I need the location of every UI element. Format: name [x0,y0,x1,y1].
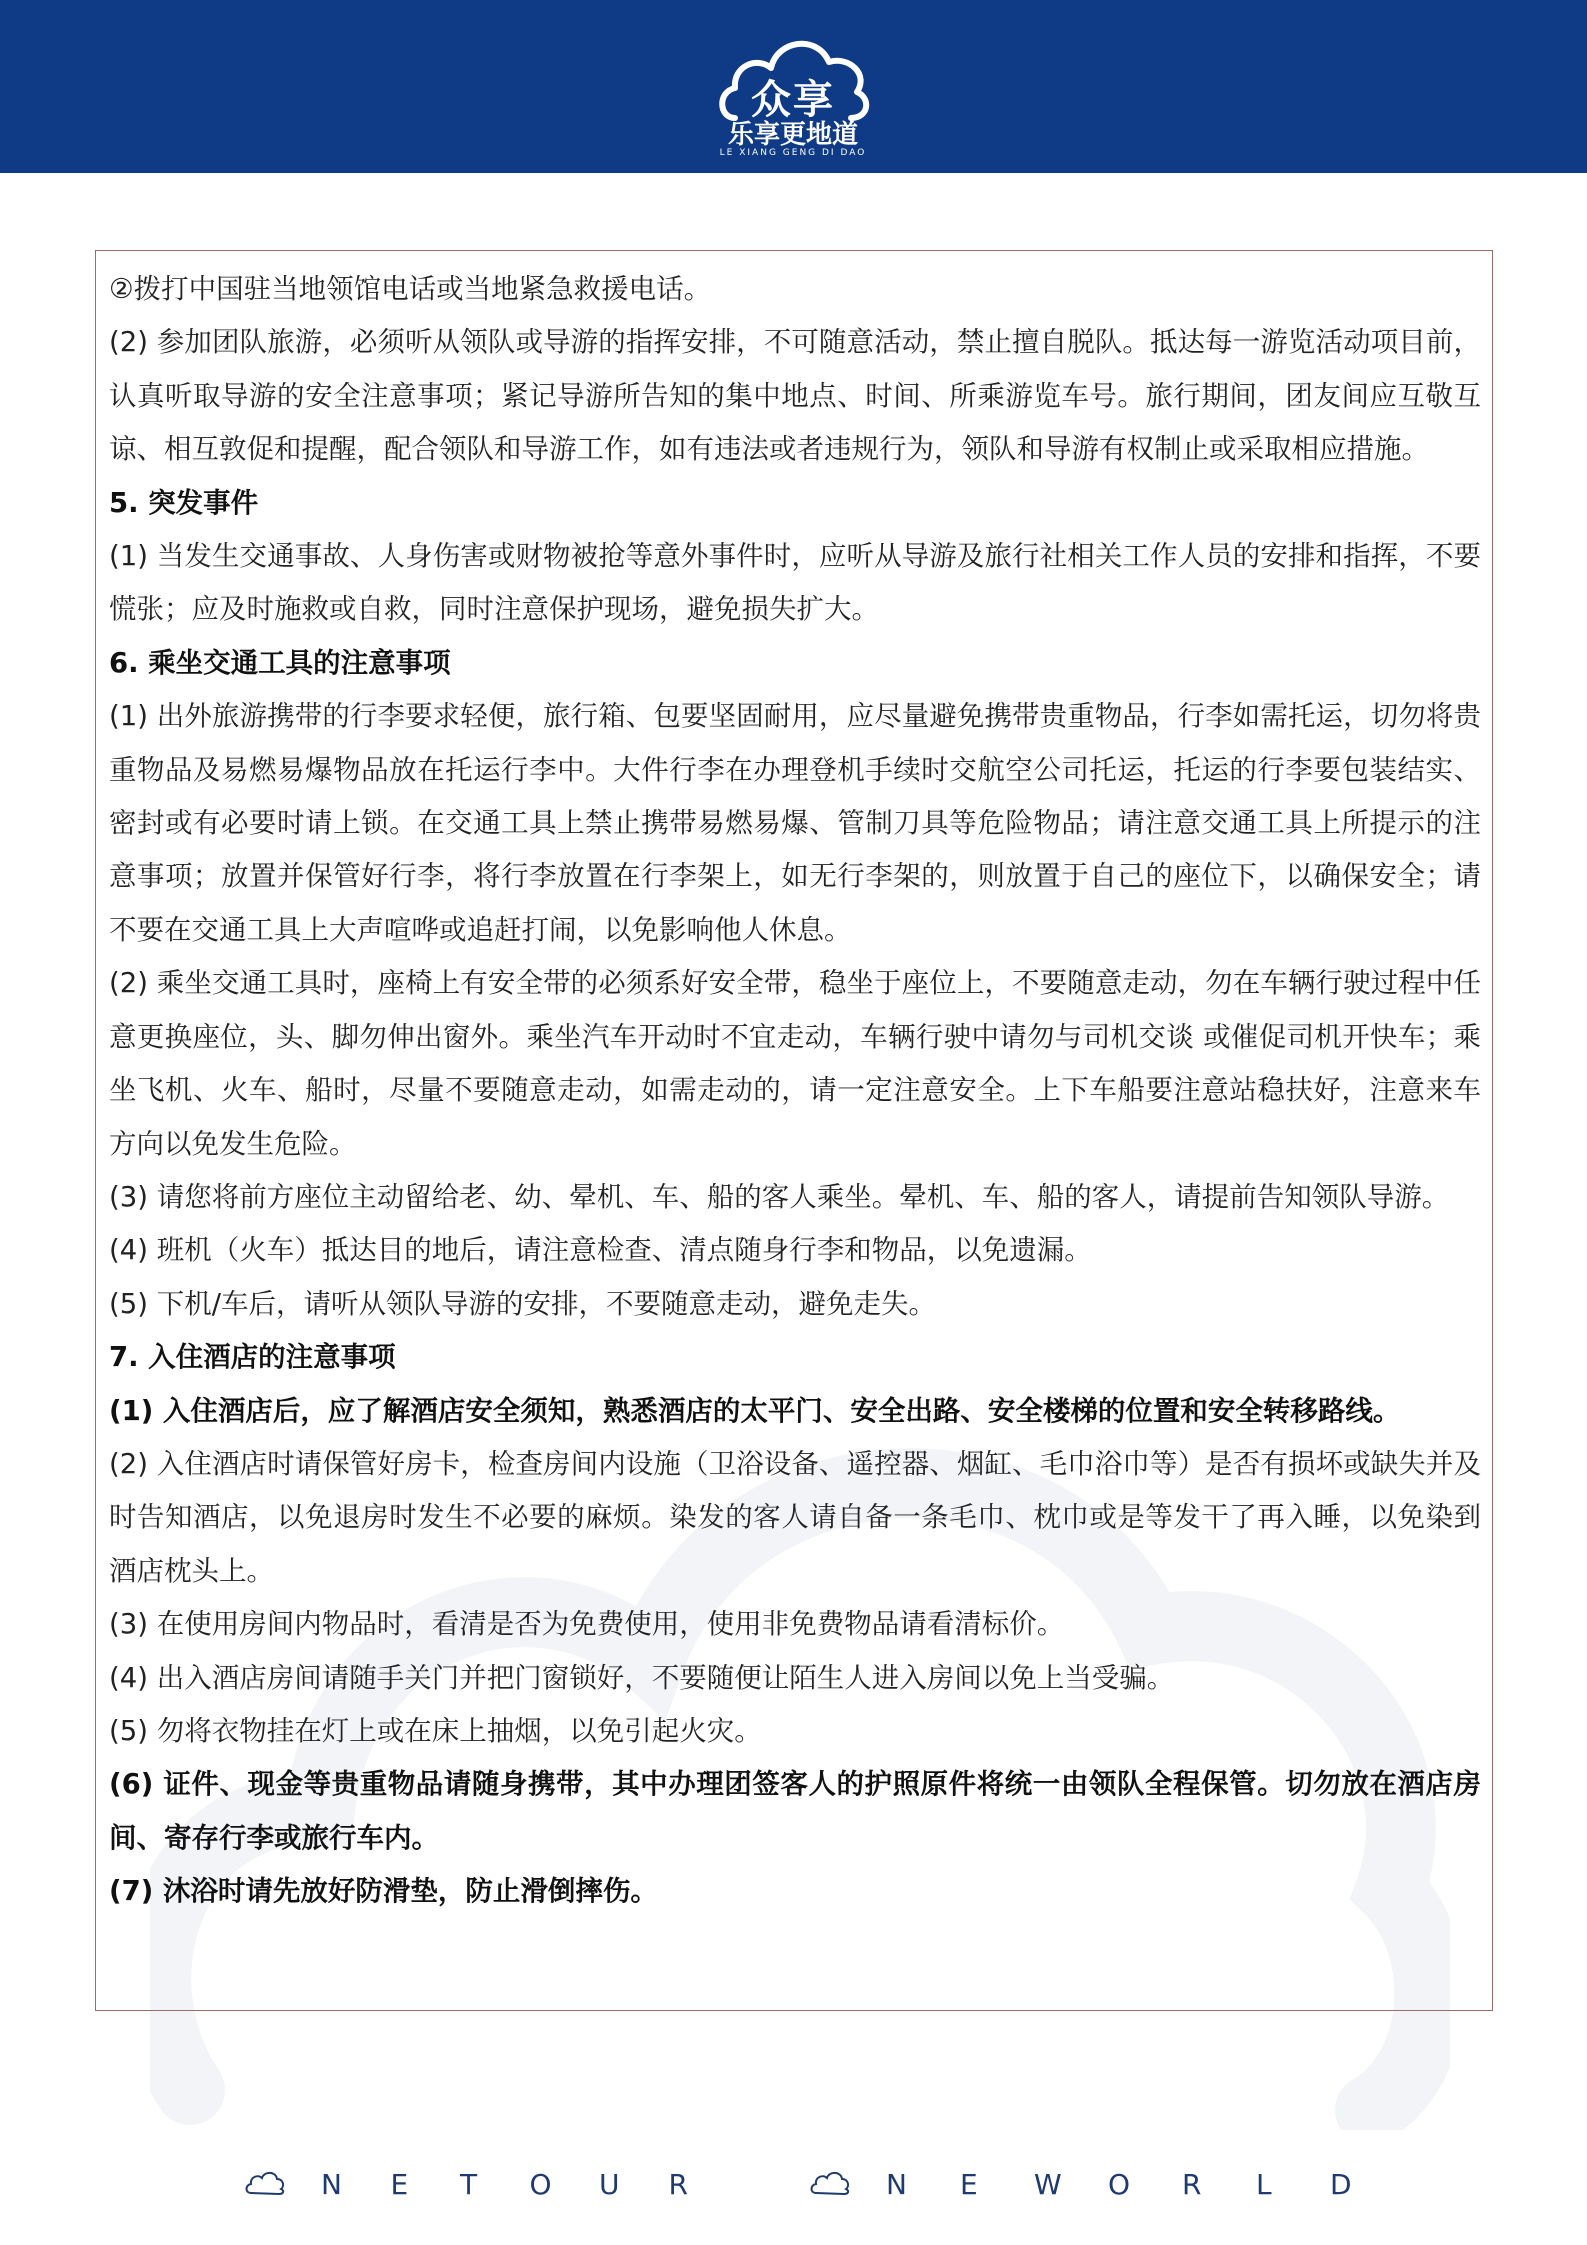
footer [0,2160,1587,2210]
paragraph: ②拨打中国驻当地领馆电话或当地紧急救援电话。 [109,273,712,305]
footer-letter: D [1330,2168,1352,2201]
brand-logo [713,22,873,162]
logo-pinyin-text: LE XIANG GENG DI DAO [719,148,867,158]
paragraph: (6) 证件、现金等贵重物品请随身携带，其中办理团签客人的护照原件将统一由领队全程保管。切勿放在酒店房间、寄存行李或旅行车内。 [109,1768,1481,1854]
footer-letter: O [1108,2168,1131,2201]
paragraph: (3) 在使用房间内物品时，看清是否为免费使用，使用非免费物品请看清标价。 [109,1608,1065,1641]
paragraph: (5) 勿将衣物挂在灯上或在床上抽烟，以免引起火灾。 [109,1714,762,1747]
logo-sub-text: 乐享更地道 [727,120,858,150]
footer-letter: T [460,2168,478,2201]
paragraph: (1) 当发生交通事故、人身伤害或财物被抢等意外事件时，应听从导游及旅行社相关工作人员的安排和指挥，不要慌张；应及时施救或自救，同时注意保护现场，避免损失扩大。 [109,540,1481,626]
paragraph: (5) 下机/车后，请听从领队导游的安排，不要随意走动，避免走失。 [109,1287,936,1320]
section-heading: 7. 入住酒店的注意事项 [109,1341,396,1374]
footer-letter: U [599,2168,620,2201]
footer-letter: E [960,2168,978,2201]
footer-letter: L [1256,2168,1272,2201]
footer-oneworld [810,2160,1370,2210]
content-box [95,250,1493,2011]
footer-letter: O [529,2168,552,2201]
content-body [109,263,1481,1919]
paragraph: (4) 班机（火车）抵达目的地后，请注意检查、清点随身行李和物品，以免遗漏。 [109,1234,1092,1267]
footer-letter: W [1034,2168,1062,2201]
paragraph: (1) 入住酒店后，应了解酒店安全须知，熟悉酒店的太平门、安全出路、安全楼梯的位置和安全转移路线。 [109,1394,1401,1427]
paragraph: (2) 入住酒店时请保管好房卡，检查房间内设施（卫浴设备、遥控器、烟缸、毛巾浴巾等）是否有损坏或缺失并及时告知酒店，以免退房时发生不必要的麻烦。染发的客人请自备一条毛巾、枕巾或是等发干了再入睡，以免染到酒店枕头上。 [109,1447,1481,1587]
cloud-icon [245,2171,285,2201]
footer-letter: R [1182,2168,1202,2201]
footer-letter: N [886,2168,907,2201]
header-band [0,0,1587,173]
footer-onetour [245,2160,715,2210]
cloud-icon [810,2171,850,2201]
footer-letter: R [668,2168,688,2201]
logo-main-text: 众享 [751,77,835,123]
footer-letter: N [321,2168,342,2201]
section-heading: 6. 乘坐交通工具的注意事项 [109,646,451,679]
paragraph: (7) 沐浴时请先放好防滑垫，防止滑倒摔伤。 [109,1875,658,1908]
paragraph: (4) 出入酒店房间请随手关门并把门窗锁好，不要随便让陌生人进入房间以免上当受骗。 [109,1661,1175,1694]
paragraph: (2) 乘坐交通工具时，座椅上有安全带的必须系好安全带，稳坐于座位上，不要随意走动，勿在车辆行驶过程中任意更换座位，头、脚勿伸出窗外。乘坐汽车开动时不宜走动，车辆行驶中请勿与司机交谈 或催促司机开快车；乘坐飞机、火车、船时，尽量不要随意走动，如需走动的，请一定注意安全。上下车船要注意站稳扶好，注意来车方向以免发生危险。 [109,967,1481,1160]
footer-letter: E [390,2168,409,2201]
paragraph: (1) 出外旅游携带的行李要求轻便，旅行箱、包要坚固耐用，应尽量避免携带贵重物品，行李如需托运，切勿将贵重物品及易燃易爆物品放在托运行李中。大件行李在办理登机手续时交航空公司托运，托运的行李要包装结实、密封或有必要时请上锁。在交通工具上禁止携带易燃易爆、管制刀具等危险物品；请注意交通工具上所提示的注意事项；放置并保管好行李，将行李放置在行李架上，如无行李架的，则放置于自己的座位下，以确保安全；请不要在交通工具上大声喧哗或追赶打闹，以免影响他人休息。 [109,700,1481,946]
section-heading: 5. 突发事件 [109,486,259,519]
paragraph: (2) 参加团队旅游，必须听从领队或导游的指挥安排，不可随意活动，禁止擅自脱队。抵达每一游览活动项目前，认真听取导游的安全注意事项；紧记导游所告知的集中地点、时间、所乘游览车号。旅行期间，团友间应互敬互谅、相互敦促和提醒，配合领队和导游工作，如有违法或者违规行为，领队和导游有权制止或采取相应措施。 [109,326,1481,466]
paragraph: (3) 请您将前方座位主动留给老、幼、晕机、车、船的客人乘坐。晕机、车、船的客人，请提前告知领队导游。 [109,1180,1450,1213]
